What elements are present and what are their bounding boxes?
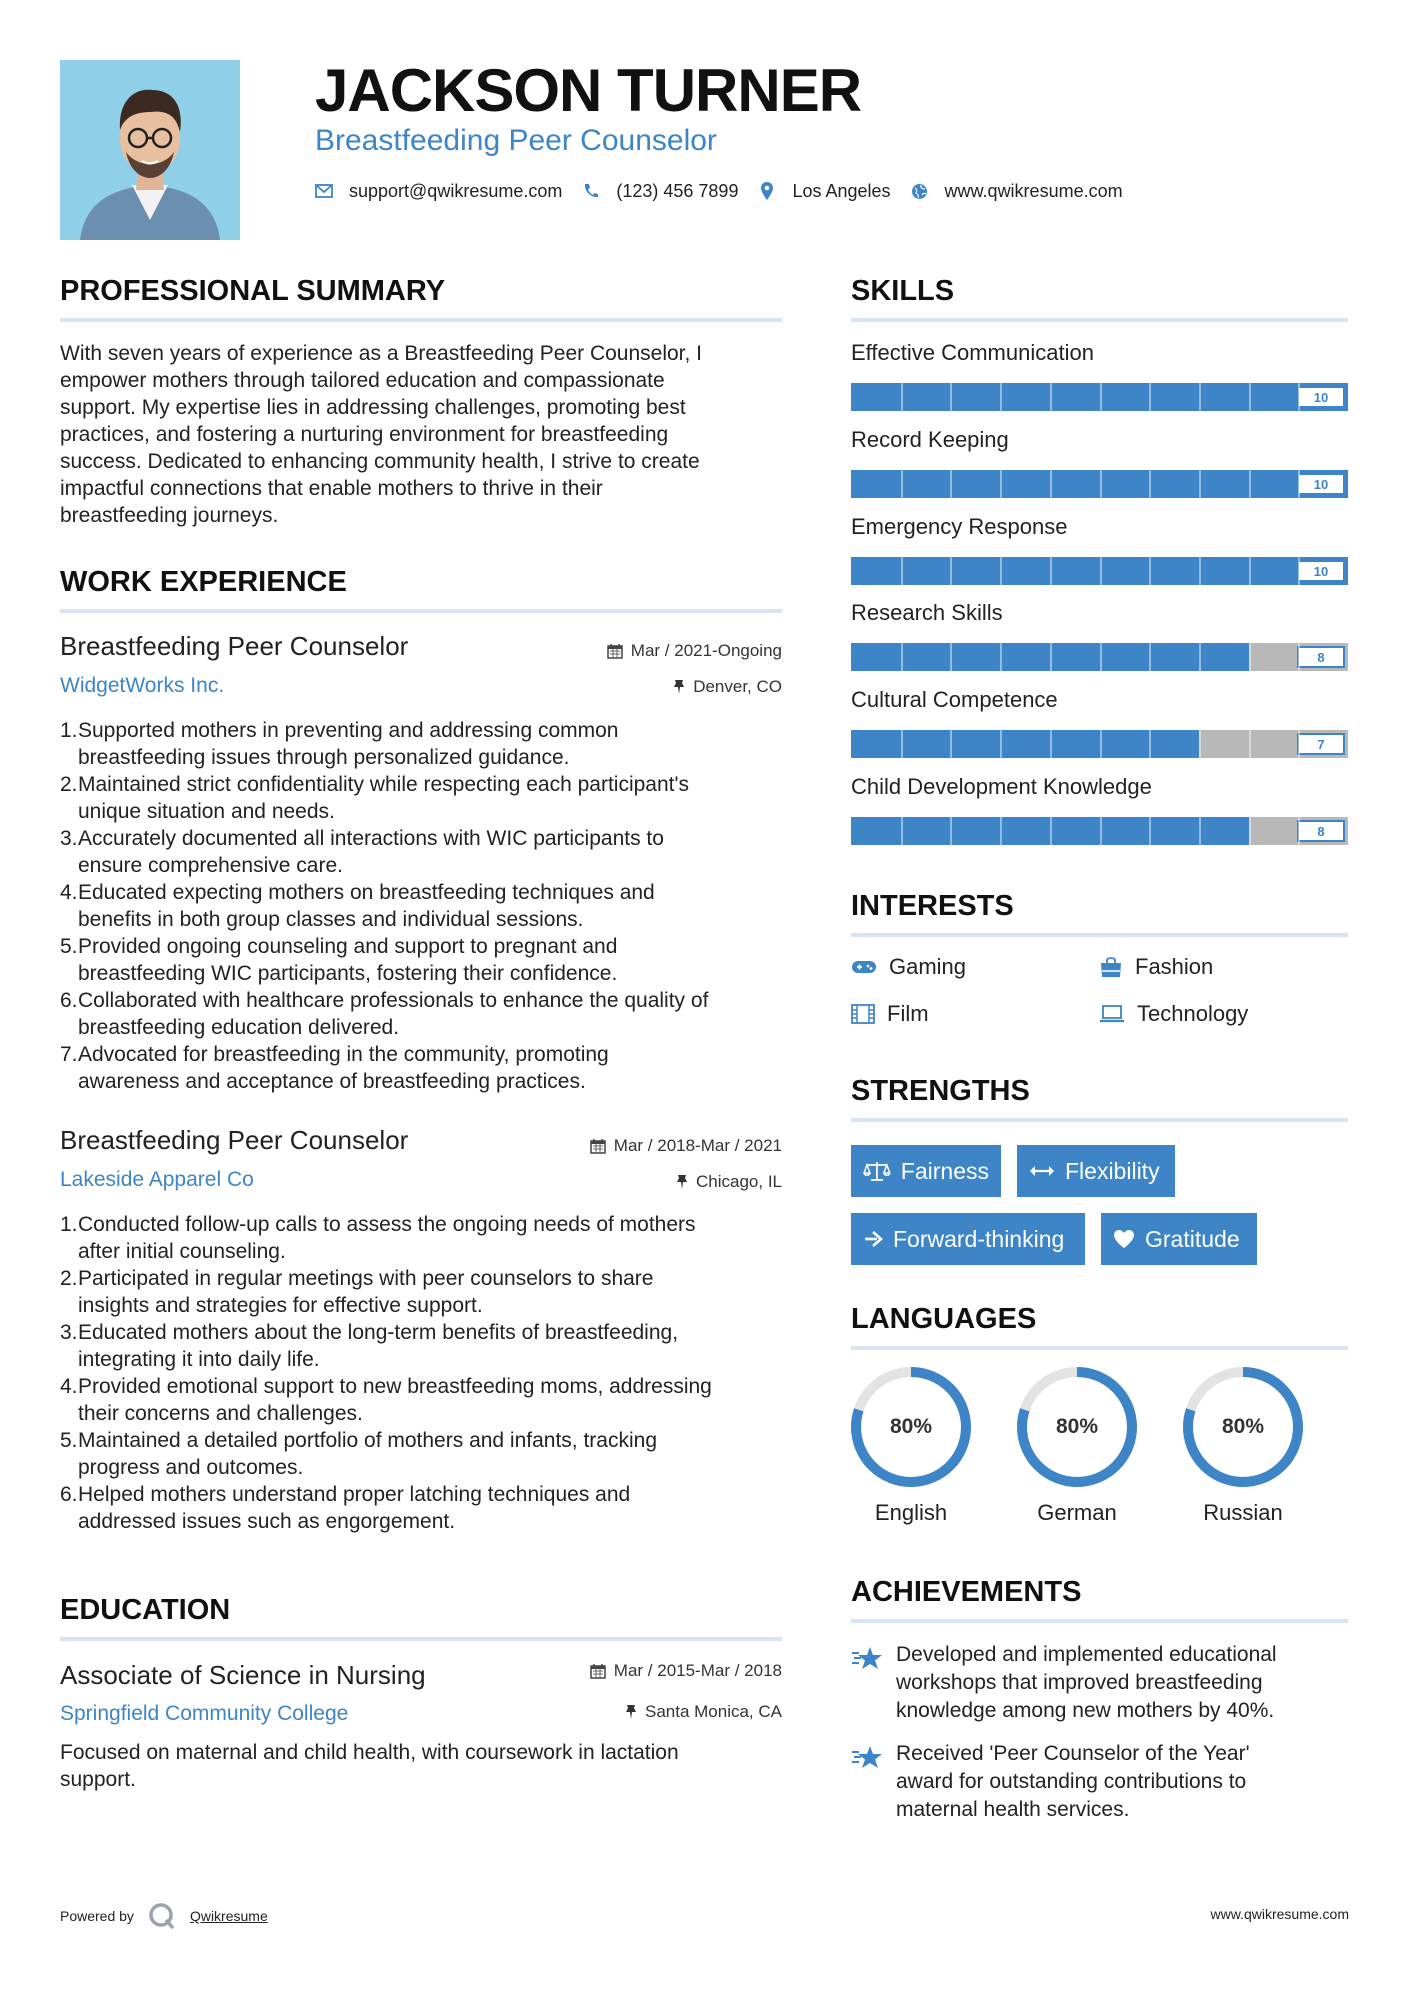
globe-icon [911, 182, 929, 200]
skill-bar-segment [901, 383, 903, 411]
skill-bar-segment [1149, 383, 1151, 411]
bullet-line: integrating it into daily life. [78, 1348, 320, 1371]
strength-flexibility [1017, 1145, 1175, 1197]
skill-label: Emergency Response [851, 514, 1068, 539]
strength-label: Forward-thinking [893, 1225, 1065, 1252]
bullet-line: breastfeeding issues through personalized guidance. [78, 746, 570, 769]
job-title: Breastfeeding Peer Counselor [60, 1125, 409, 1155]
list-item [60, 1319, 800, 1373]
skill-bar-segment [1100, 470, 1102, 498]
pin-icon [673, 679, 685, 695]
achievement-line: Developed and implemented educational [896, 1643, 1277, 1666]
skill-score: 10 [1297, 386, 1345, 408]
summary-line: With seven years of experience as a Breastfeeding Peer Counselor, I [60, 342, 703, 365]
skill-bar-segment [1149, 470, 1151, 498]
bullet-number: 3. [60, 827, 78, 850]
list-item [60, 825, 800, 879]
job-dates-text: Mar / 2021-Ongoing [630, 641, 782, 660]
job-title: Breastfeeding Peer Counselor [60, 631, 409, 661]
company-name: Lakeside Apparel Co [60, 1168, 254, 1191]
skill-label: Child Development Knowledge [851, 774, 1152, 799]
job-location [480, 677, 782, 697]
bullet-line: insights and strategies for effective support. [78, 1294, 483, 1317]
bullet-number: 5. [60, 1429, 78, 1452]
interest-technology [1099, 1001, 1248, 1027]
list-item [60, 879, 800, 933]
bullet-line: Supported mothers in preventing and addressing common [78, 719, 619, 742]
skill-bar-segment [1149, 643, 1151, 671]
skill-bar-segment [1000, 557, 1002, 585]
bullet-number: 4. [60, 1375, 78, 1398]
gamepad-icon [851, 959, 877, 975]
list-item [60, 1211, 800, 1265]
powered-by-text: Powered by [60, 1908, 134, 1924]
bullet-number: 1. [60, 1213, 78, 1236]
skill-bar-segment [950, 470, 952, 498]
strengths-heading: STRENGTHS [851, 1075, 1030, 1107]
bullet-line: Collaborated with healthcare professionals to enhance the quality of [78, 989, 709, 1012]
skill-bar-segment [1199, 557, 1201, 585]
job-dates [480, 641, 782, 661]
skill-bar-segment [1100, 643, 1102, 671]
list-item [60, 987, 800, 1041]
skill-label: Cultural Competence [851, 687, 1058, 712]
language-percent: 80% [1055, 1415, 1099, 1438]
language-german [1015, 1365, 1139, 1489]
summary-line: practices, and fostering a nurturing environment for breastfeeding [60, 423, 669, 446]
contact-email[interactable]: support@qwikresume.com [349, 180, 563, 201]
bullet-line: Maintained a detailed portfolio of mothers and infants, tracking [78, 1429, 658, 1452]
skill-bar-segment [950, 643, 952, 671]
interest-gaming [851, 954, 966, 980]
education-line: support. [60, 1768, 136, 1791]
achievement-star-icon [851, 1645, 883, 1678]
bullet-line: breastfeeding education delivered. [78, 1016, 400, 1039]
bullet-line: ensure comprehensive care. [78, 854, 343, 877]
contact-phone[interactable]: (123) 456 7899 [616, 180, 739, 201]
skill-bar-segment [1249, 643, 1251, 671]
strength-gratitude [1101, 1213, 1257, 1265]
skill-label: Research Skills [851, 600, 1003, 625]
company-name: WidgetWorks Inc. [60, 674, 225, 697]
summary-line: breastfeeding journeys. [60, 504, 279, 527]
skill-bar [851, 383, 1348, 411]
bullet-line: Accurately documented all interactions with WIC participants to [78, 827, 664, 850]
skill-bar-segment [1149, 817, 1151, 845]
balance-scale-icon [863, 1160, 891, 1182]
skill-bar-segment [1298, 557, 1300, 585]
interests-rule [851, 933, 1348, 937]
language-russian [1181, 1365, 1305, 1489]
skill-bar-segment [1249, 817, 1251, 845]
achievement-line: Received 'Peer Counselor of the Year' [896, 1742, 1250, 1765]
bullet-line: Provided ongoing counseling and support to pregnant and [78, 935, 618, 958]
bullet-line: benefits in both group classes and individual sessions. [78, 908, 584, 931]
job-bullets [60, 717, 800, 1095]
skill-bar-segment [901, 730, 903, 758]
skill-bar-segment [950, 557, 952, 585]
skill-bar [851, 557, 1348, 585]
skill-bar-segment [1249, 470, 1251, 498]
degree-title: Associate of Science in Nursing [60, 1660, 426, 1690]
skills-heading: SKILLS [851, 275, 955, 307]
summary-line: empower mothers through tailored education and compassionate [60, 369, 665, 392]
interest-film [851, 1001, 929, 1027]
phone-icon [582, 182, 600, 200]
calendar-icon [590, 1663, 606, 1679]
experience-heading: WORK EXPERIENCE [60, 566, 347, 598]
bullet-line: Advocated for breastfeeding in the community, promoting [78, 1043, 609, 1066]
interest-label: Fashion [1135, 954, 1214, 979]
skill-bar-segment [1000, 383, 1002, 411]
strength-label: Flexibility [1065, 1157, 1160, 1184]
skill-bar [851, 730, 1348, 758]
skill-bar-segment [1149, 730, 1151, 758]
qwikresume-logo-icon [148, 1902, 176, 1930]
bullet-number: 1. [60, 719, 78, 742]
summary-line: support. My expertise lies in addressing challenges, promoting best [60, 396, 686, 419]
skill-bar-segment [1298, 383, 1300, 411]
list-item [60, 1265, 800, 1319]
skill-bar-segment [1199, 643, 1201, 671]
bullet-line: Provided emotional support to new breastfeeding moms, addressing [78, 1375, 712, 1398]
achievement-line: knowledge among new mothers by 40%. [896, 1699, 1275, 1722]
bullet-number: 3. [60, 1321, 78, 1344]
education-line: Focused on maternal and child health, with coursework in lactation [60, 1741, 679, 1764]
skill-bar-segment [1199, 470, 1201, 498]
bullet-line: after initial counseling. [78, 1240, 286, 1263]
list-item [60, 1481, 800, 1535]
bullet-line: breastfeeding WIC participants, fostering their confidence. [78, 962, 618, 985]
interests-heading: INTERESTS [851, 890, 1014, 922]
skill-bar-segment [1298, 470, 1300, 498]
bullet-number: 2. [60, 773, 78, 796]
skill-bar-segment [1050, 557, 1052, 585]
list-item [60, 771, 800, 825]
bullet-line: Conducted follow-up calls to assess the ongoing needs of mothers [78, 1213, 696, 1236]
interest-label: Technology [1137, 1001, 1249, 1026]
education-dates-text: Mar / 2015-Mar / 2018 [613, 1661, 782, 1680]
list-item [60, 717, 800, 771]
skill-score: 8 [1297, 646, 1345, 668]
skill-bar-segment [1050, 817, 1052, 845]
arrows-horizontal-icon [1029, 1164, 1055, 1178]
bullet-line: Maintained strict confidentiality while respecting each participant's [78, 773, 689, 796]
language-name: English [874, 1500, 948, 1525]
location-pin-icon [758, 182, 776, 200]
job-bullets [60, 1211, 800, 1535]
skill-bar-segment [1000, 643, 1002, 671]
language-name: German [1037, 1500, 1117, 1525]
strengths-rule [851, 1118, 1348, 1122]
achievement-line: workshops that improved breastfeeding [896, 1671, 1263, 1694]
skill-bar-segment [1050, 470, 1052, 498]
summary-line: impactful connections that enable mothers to thrive in their [60, 477, 603, 500]
candidate-name: JACKSON TURNER [315, 57, 862, 124]
calendar-icon [607, 643, 623, 659]
skill-bar-segment [1050, 383, 1052, 411]
language-percent: 80% [1221, 1415, 1265, 1438]
skill-bar-segment [1249, 730, 1251, 758]
bullet-number: 5. [60, 935, 78, 958]
skill-bar-segment [901, 643, 903, 671]
list-item [60, 1427, 800, 1481]
skill-bar-segment [901, 817, 903, 845]
education-heading: EDUCATION [60, 1594, 231, 1626]
language-name: Russian [1203, 1500, 1283, 1525]
skill-bar-segment [950, 383, 952, 411]
languages-heading: LANGUAGES [851, 1303, 1037, 1335]
summary-text [60, 340, 790, 529]
education-description [60, 1739, 790, 1793]
skill-bar-segment [1298, 730, 1300, 758]
job-location-text: Chicago, IL [696, 1172, 782, 1191]
shopping-bag-icon [1099, 956, 1123, 978]
contact-row [315, 178, 1143, 204]
education-location [480, 1702, 782, 1722]
school-name: Springfield Community College [60, 1702, 349, 1725]
achievement-line: award for outstanding contributions to [896, 1770, 1247, 1793]
calendar-icon [590, 1138, 606, 1154]
skill-bar-segment [901, 557, 903, 585]
skill-bar-segment [1149, 557, 1151, 585]
footer-website[interactable]: www.qwikresume.com [1210, 1906, 1349, 1922]
skill-label: Record Keeping [851, 427, 1009, 452]
strength-label: Gratitude [1145, 1225, 1240, 1252]
skill-bar-segment [1298, 643, 1300, 671]
bullet-line: Helped mothers understand proper latching techniques and [78, 1483, 631, 1506]
skill-bar-segment [1050, 643, 1052, 671]
job-location [480, 1172, 782, 1192]
list-item [60, 933, 800, 987]
achievement-item [896, 1740, 1346, 1824]
skill-bar-segment [1249, 383, 1251, 411]
skill-bar-segment [1249, 557, 1251, 585]
profile-photo [60, 60, 240, 240]
skill-bar-segment [950, 730, 952, 758]
candidate-title: Breastfeeding Peer Counselor [315, 124, 717, 157]
skill-score: 10 [1297, 473, 1345, 495]
contact-website[interactable]: www.qwikresume.com [944, 180, 1123, 201]
language-percent: 80% [889, 1415, 933, 1438]
bullet-number: 4. [60, 881, 78, 904]
skill-bar-segment [1100, 817, 1102, 845]
interest-fashion [1099, 954, 1213, 980]
skill-bar-segment [1199, 383, 1201, 411]
job-location-text: Denver, CO [693, 677, 782, 696]
qwikresume-link[interactable]: Qwikresume [189, 1908, 268, 1924]
bullet-line: their concerns and challenges. [78, 1402, 363, 1425]
skill-bar [851, 817, 1348, 845]
skill-bar-segment [1000, 817, 1002, 845]
bullet-number: 2. [60, 1267, 78, 1290]
list-item [60, 1373, 800, 1427]
experience-rule [60, 609, 782, 613]
skill-bar-segment [1100, 383, 1102, 411]
skills-rule [851, 318, 1348, 322]
contact-location: Los Angeles [792, 180, 891, 201]
skill-bar-segment [901, 470, 903, 498]
achievements-heading: ACHIEVEMENTS [851, 1576, 1082, 1608]
summary-line: success. Dedicated to enhancing community health, I strive to create [60, 450, 700, 473]
languages-rule [851, 1346, 1348, 1350]
list-item [60, 1041, 800, 1095]
achievement-star-icon [851, 1744, 883, 1777]
education-rule [60, 1637, 782, 1641]
bullet-line: Educated mothers about the long-term benefits of breastfeeding, [78, 1321, 679, 1344]
skill-bar-fill [851, 730, 1199, 758]
strength-forward-thinking [851, 1213, 1085, 1265]
film-icon [851, 1004, 875, 1024]
skill-bar-segment [1199, 730, 1201, 758]
skill-bar [851, 643, 1348, 671]
footer-powered-by [60, 1902, 268, 1930]
skill-bar-segment [1298, 817, 1300, 845]
strength-fairness [851, 1145, 1001, 1197]
summary-rule [60, 318, 782, 322]
job-dates [480, 1136, 782, 1156]
education-location-text: Santa Monica, CA [644, 1702, 782, 1721]
email-icon [315, 182, 333, 200]
skill-score: 7 [1297, 733, 1345, 755]
bullet-number: 6. [60, 1483, 78, 1506]
skill-label: Effective Communication [851, 340, 1094, 365]
achievement-line: maternal health services. [896, 1798, 1130, 1821]
strength-label: Fairness [900, 1157, 989, 1184]
skill-bar-segment [950, 817, 952, 845]
job-dates-text: Mar / 2018-Mar / 2021 [613, 1136, 782, 1155]
bullet-number: 6. [60, 989, 78, 1012]
summary-heading: PROFESSIONAL SUMMARY [60, 275, 446, 307]
achievements-rule [851, 1619, 1348, 1623]
interest-label: Gaming [889, 954, 967, 979]
skill-bar-segment [1100, 730, 1102, 758]
bullet-line: Educated expecting mothers on breastfeeding techniques and [78, 881, 655, 904]
education-dates [480, 1661, 782, 1681]
arrow-right-icon [863, 1230, 883, 1248]
interest-label: Film [887, 1001, 929, 1026]
skill-score: 8 [1297, 820, 1345, 842]
laptop-icon [1099, 1005, 1125, 1023]
bullet-line: awareness and acceptance of breastfeeding practices. [78, 1070, 586, 1093]
skill-bar-segment [1199, 817, 1201, 845]
skill-bar-segment [1100, 557, 1102, 585]
pin-icon [676, 1174, 688, 1190]
bullet-number: 7. [60, 1043, 78, 1066]
bullet-line: addressed issues such as engorgement. [78, 1510, 456, 1533]
bullet-line: Participated in regular meetings with peer counselors to share [78, 1267, 654, 1290]
pin-icon [625, 1704, 637, 1720]
achievement-item [896, 1641, 1346, 1725]
skill-score: 10 [1297, 560, 1345, 582]
language-english [849, 1365, 973, 1489]
skill-bar [851, 470, 1348, 498]
skill-bar-segment [1000, 730, 1002, 758]
heart-icon [1113, 1229, 1135, 1249]
skill-bar-segment [1050, 730, 1052, 758]
bullet-line: progress and outcomes. [78, 1456, 304, 1479]
bullet-line: unique situation and needs. [78, 800, 335, 823]
skill-bar-segment [1000, 470, 1002, 498]
